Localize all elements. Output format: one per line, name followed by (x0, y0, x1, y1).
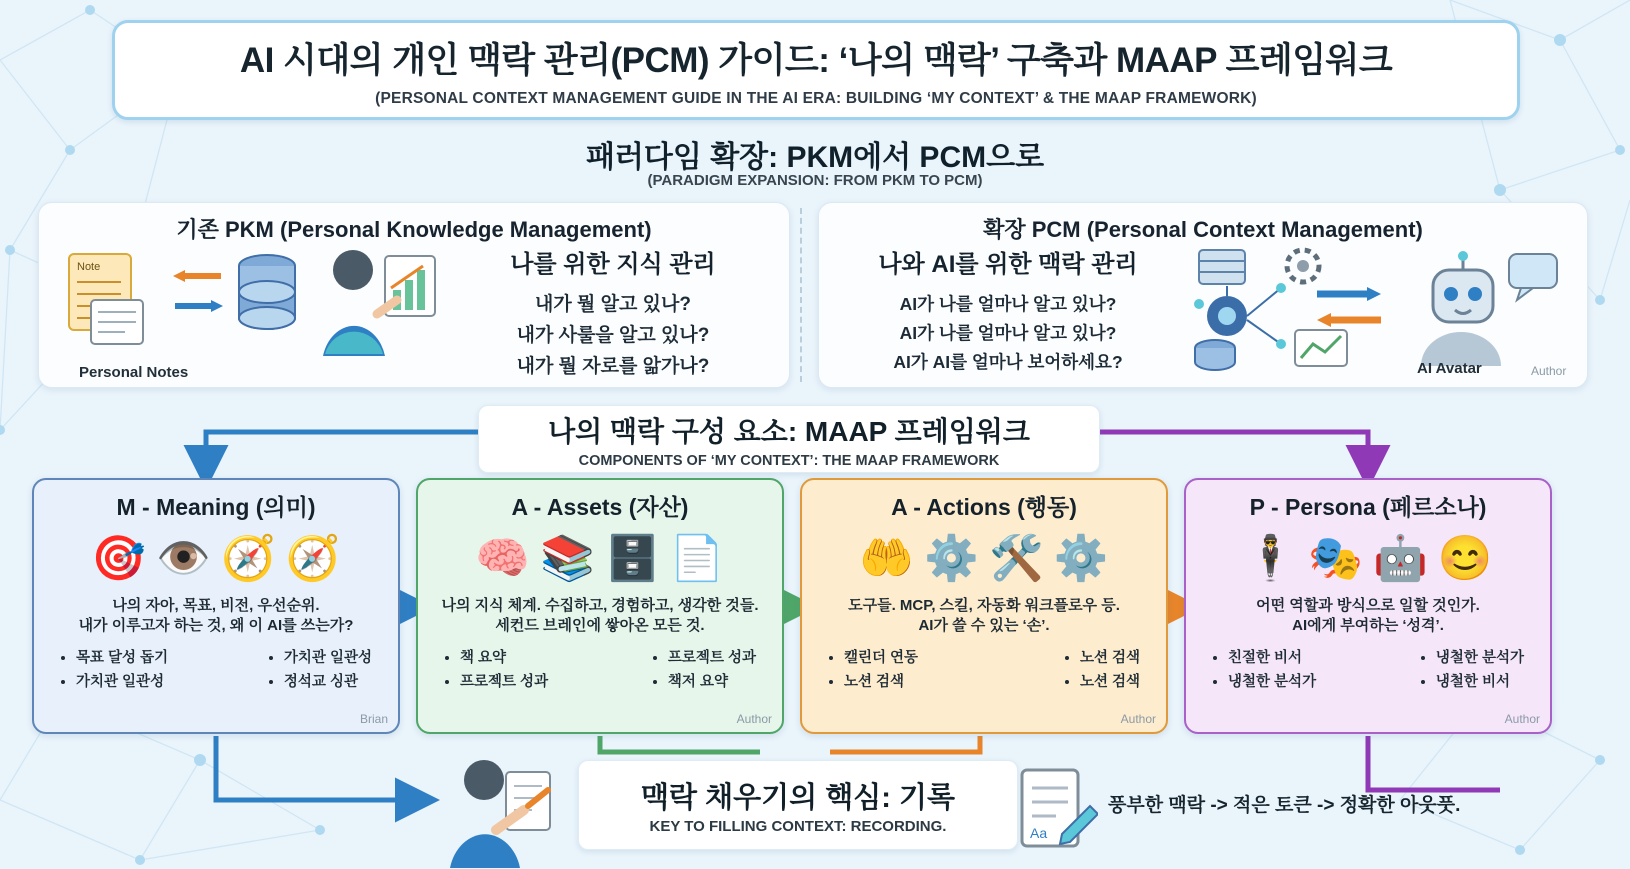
hands-gear-icon: 🤲 (859, 534, 915, 583)
card-persona-icons (1186, 528, 1550, 590)
list-item: • 프로젝트 성과 (668, 646, 756, 667)
pkm-caption: Personal Notes (79, 364, 189, 381)
gear-slash-icon: ⚙️ (1053, 534, 1109, 583)
list-item: • 냉철한 비서 (1436, 670, 1524, 691)
card-actions-desc-2: AI가 쓸 수 있는 ‘손’. (918, 617, 1050, 635)
business-person-icon: 🕴️ (1243, 534, 1299, 583)
card-meaning[interactable] (32, 478, 400, 734)
smiling-robot-icon: 😊 (1437, 534, 1493, 583)
card-assets-icons (418, 528, 782, 590)
maap-header (478, 405, 1100, 473)
pkm-question-3: 내가 뭘 자로를 앎가나? (516, 356, 710, 377)
card-meaning-desc-1: 나의 자아, 목표, 비전, 우선순위. (112, 597, 320, 614)
card-persona[interactable] (1184, 478, 1552, 734)
pkm-question-1: 내가 뭘 알고 있나? (535, 294, 691, 315)
brain-icon: 🧠 (475, 534, 531, 583)
wrench-icon: 🛠️ (989, 534, 1044, 583)
pcm-author-tag: Author (1531, 364, 1567, 378)
books-icon: 📚 (540, 534, 595, 583)
pkm-subheading: 나를 위한 지식 관리 (510, 251, 716, 278)
ai-network-illustration (1185, 244, 1405, 374)
person-chart-illustration (311, 244, 439, 362)
paradigm-heading: 패러다임 확장: PKM에서 PCM으로 (585, 141, 1045, 174)
card-actions[interactable] (800, 478, 1168, 734)
card-persona-bullets (1186, 637, 1550, 691)
pcm-subheading: 나와 AI를 위한 맥락 관리 (878, 251, 1138, 278)
list-item: • 캘린더 연동 (844, 646, 918, 667)
compass-icon: 🧭 (221, 534, 276, 583)
card-meaning-author: Brian (359, 712, 388, 726)
card-persona-desc-1: 어떤 역할과 방식으로 일할 것인가. (1256, 597, 1480, 614)
card-assets-author: Author (736, 712, 772, 726)
database-check-icon: 🗄️ (605, 534, 660, 583)
pcm-caption: AI Avatar (1417, 360, 1482, 377)
flow-statement: 풍부한 맥락 -> 적은 토큰 -> 정확한 아웃풋. (1108, 795, 1461, 816)
list-item: • 노션 검색 (844, 670, 918, 691)
card-assets-title: A - Assets (자산) (511, 494, 689, 520)
list-item: • 책저 요약 (668, 670, 756, 691)
pcm-heading: 확장 PCM (Personal Context Management) (983, 217, 1423, 242)
page-subtitle: (PERSONAL CONTEXT MANAGEMENT GUIDE IN THE AI ERA: BUILDING ‘MY CONTEXT’ & THE MAAP FRAMEWORK) (375, 89, 1257, 107)
list-item: • 프로젝트 성과 (460, 670, 548, 691)
list-item: • 가치관 일관성 (284, 646, 372, 667)
card-actions-author: Author (1120, 712, 1156, 726)
page-title: AI 시대의 개인 맥락 관리(PCM) 가이드: ‘나의 맥락’ 구축과 MAAP 프레임워크 (239, 40, 1393, 80)
card-actions-title: A - Actions (행동) (891, 494, 1077, 520)
note-pencil-icon (1012, 762, 1098, 862)
pcm-question-1: AI가 나를 얼마나 알고 있나? (899, 294, 1117, 314)
card-assets[interactable] (416, 478, 784, 734)
card-actions-bullets (802, 637, 1166, 691)
person-writing-illustration (432, 756, 572, 869)
document-gear-icon: 📄 (669, 534, 725, 583)
personal-notes-illustration (61, 250, 171, 355)
note-label: Note (77, 261, 101, 273)
card-meaning-desc-2: 내가 이루고자 하는 것, 왜 이 AI를 쓰는가? (78, 617, 354, 635)
list-item: • 냉철한 분석가 (1228, 670, 1316, 691)
paradigm-subheading: (PARADIGM EXPANSION: FROM PKM TO PCM) (647, 172, 983, 189)
pkm-panel (38, 202, 790, 388)
list-item: • 냉철한 분석가 (1436, 646, 1524, 667)
card-meaning-bullets (34, 637, 398, 691)
panel-divider (800, 208, 802, 382)
page-title-box (112, 20, 1520, 120)
record-heading: 맥락 채우기의 핵심: 기록 (641, 782, 955, 814)
pkm-heading: 기존 PKM (Personal Knowledge Management) (176, 217, 652, 242)
record-subheading: KEY TO FILLING CONTEXT: RECORDING. (649, 818, 947, 835)
card-actions-icons (802, 528, 1166, 590)
card-actions-desc-1: 도구들. MCP, 스킬, 자동화 워크플로우 등. (848, 597, 1120, 614)
exchange-arrows-icon (171, 266, 225, 322)
eye-icon: 👁️ (156, 534, 211, 583)
card-meaning-icons (34, 528, 398, 590)
target-icon: 🎯 (91, 534, 147, 583)
pcm-question-3: AI가 AI를 얼마나 보어하세요? (893, 352, 1123, 372)
card-persona-title: P - Persona (페르소나) (1249, 494, 1487, 520)
list-item: • 노션 검색 (1080, 646, 1140, 667)
list-item: • 노션 검색 (1080, 670, 1140, 691)
svg-text:Aa: Aa (1030, 825, 1048, 841)
list-item: • 책 요약 (460, 646, 548, 667)
pkm-question-2: 내가 사룰을 알고 있나? (516, 325, 710, 346)
card-persona-desc-2: AI에게 부여하는 ‘성격’. (1292, 617, 1444, 635)
card-assets-bullets (418, 637, 782, 691)
card-meaning-title: M - Meaning (의미) (116, 494, 316, 520)
database-icon (229, 250, 305, 350)
pcm-panel (818, 202, 1588, 388)
card-assets-desc-1: 나의 지식 체계. 수집하고, 경험하고, 생각한 것들. (441, 597, 759, 614)
record-box (578, 760, 1018, 850)
list-item: • 정석교 싱관 (284, 670, 372, 691)
list-item: • 친절한 비서 (1228, 646, 1316, 667)
maap-subheading: COMPONENTS OF ‘MY CONTEXT’: THE MAAP FRAMEWORK (578, 452, 1000, 469)
pcm-question-2: AI가 나를 얼마나 알고 있나? (899, 323, 1117, 343)
ai-avatar-icon (1397, 244, 1567, 374)
list-item: • 가치관 일관성 (76, 670, 168, 691)
robot-face-icon: 🤖 (1373, 534, 1428, 583)
gear-wrench-icon: ⚙️ (924, 534, 979, 583)
card-persona-author: Author (1504, 712, 1540, 726)
mask-icon: 🎭 (1308, 534, 1363, 583)
compass-icon: 🧭 (285, 534, 341, 583)
card-assets-desc-2: 세컨드 브레인에 쌓아온 모든 것. (495, 617, 705, 635)
maap-heading: 나의 맥락 구성 요소: MAAP 프레임워크 (548, 415, 1030, 447)
list-item: • 목표 달성 돕기 (76, 646, 168, 667)
